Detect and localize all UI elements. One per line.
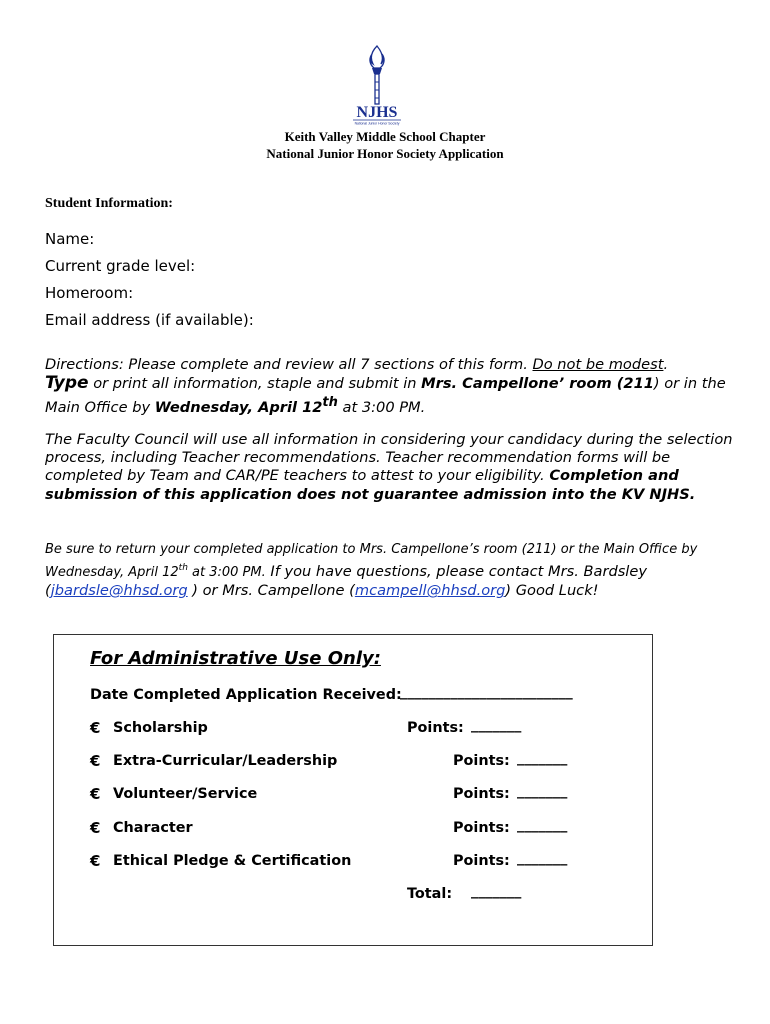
good-luck-text: ) Good Luck! [505, 582, 599, 600]
directions-text-3: ) or in the Main Office by [45, 375, 726, 417]
return-text: Be sure to return your completed application to Mrs. Campellone’s room (211) or the Main Office by Wednesday, April 12 [45, 542, 698, 581]
student-info-heading: Student Information: [45, 196, 173, 211]
email-field-label: Email address (if available): [45, 311, 254, 329]
checkbox-icon[interactable]: € [90, 719, 101, 737]
questions-text: If you have questions, please contact Mrs. Bardsley ( [45, 563, 647, 600]
grade-field-label: Current grade level: [45, 257, 196, 275]
ethical-pledge-points-blank[interactable]: _______ [517, 850, 568, 866]
character-points-blank[interactable]: _______ [517, 817, 568, 833]
scholarship-label: Scholarship [113, 720, 208, 736]
bardsley-email-link[interactable]: jbardsle@hhsd.org [50, 582, 188, 600]
no-guarantee-emphasis: Completion and submission of this application does not guarantee admission into the KV NJHS. [45, 467, 696, 503]
date-received-label: Date Completed Application Received: [90, 687, 402, 703]
name-field-label: Name: [45, 230, 95, 248]
volunteer-points-label: Points: [453, 786, 510, 802]
checkbox-icon[interactable]: € [90, 752, 101, 770]
date-received-blank[interactable]: ________________________ [400, 684, 573, 700]
faculty-text: The Faculty Council will use all information in considering your candidacy during the selection process, including Teacher recommendations. Teacher recommendation forms will be completed by Team and CAR/PE teachers to attest to your eligibility. [45, 431, 733, 485]
school-chapter-title: Keith Valley Middle School Chapter [284, 129, 486, 144]
scholarship-points-blank[interactable]: _______ [471, 717, 522, 733]
campellone-email-link[interactable]: mcampell@hhsd.org [354, 582, 506, 600]
date-suffix: th [322, 395, 338, 411]
return-time: at 3:00 PM. [187, 565, 266, 581]
checkbox-icon[interactable]: € [90, 785, 101, 803]
extracurricular-points-blank[interactable]: _______ [517, 750, 568, 766]
scholarship-points-label: Points: [407, 720, 464, 736]
homeroom-field-label: Homeroom: [45, 284, 134, 302]
logo-text: NJHS [356, 104, 398, 121]
character-points-label: Points: [453, 820, 510, 836]
return-date-suffix: th [178, 563, 188, 574]
due-date-emphasis: Wednesday, April 12 [154, 399, 323, 417]
do-not-be-modest: Do not be modest [532, 356, 664, 373]
volunteer-points-blank[interactable]: _______ [517, 783, 568, 799]
njhs-logo [340, 42, 414, 126]
directions-paragraph [45, 356, 735, 417]
character-label: Character [113, 820, 193, 836]
logo-subtext: National Junior Honor Society [354, 121, 400, 126]
extracurricular-label: Extra-Curricular/Leadership [113, 753, 338, 769]
or-text: ) or Mrs. Campellone ( [187, 582, 355, 600]
admin-title: For Administrative Use Only: [90, 648, 381, 669]
checkbox-icon[interactable]: € [90, 819, 101, 837]
due-time: at 3:00 PM. [337, 399, 426, 417]
type-emphasis: Type [45, 373, 89, 394]
directions-text: Directions: Please complete and review all 7 sections of this form. [45, 356, 533, 373]
return-paragraph [45, 540, 735, 600]
application-title: National Junior Honor Society Application [266, 146, 504, 161]
ethical-pledge-label: Ethical Pledge & Certification [113, 853, 352, 869]
ethical-pledge-points-label: Points: [453, 853, 510, 869]
torch-icon [370, 46, 384, 104]
total-blank[interactable]: _______ [471, 883, 522, 899]
room-emphasis: Mrs. Campellone’ room (211 [421, 375, 654, 393]
directions-period: . [663, 356, 669, 373]
faculty-council-paragraph [45, 431, 735, 504]
volunteer-label: Volunteer/Service [113, 786, 258, 802]
directions-text-2: or print all information, staple and submit in [88, 375, 422, 393]
extracurricular-points-label: Points: [453, 753, 510, 769]
total-label: Total: [407, 886, 453, 902]
checkbox-icon[interactable]: € [90, 852, 101, 870]
